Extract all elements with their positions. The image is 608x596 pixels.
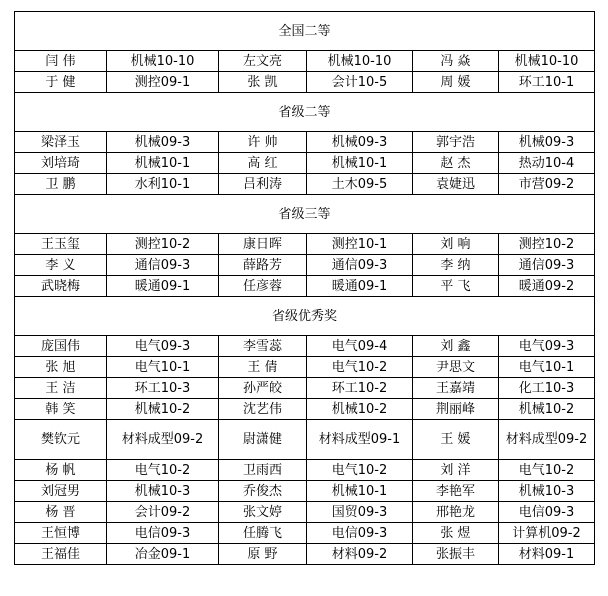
student-name-cell: 袁婕迅 [413, 174, 499, 195]
table-row [15, 420, 595, 460]
class-cell: 材料成型09-2 [107, 420, 219, 460]
table-row [15, 502, 595, 523]
student-name-cell: 王嘉靖 [413, 378, 499, 399]
class-cell: 计算机09-2 [499, 523, 595, 544]
student-name-cell: 庞国伟 [15, 336, 107, 357]
table-row [15, 255, 595, 276]
student-name-cell: 刘 响 [413, 234, 499, 255]
student-name-cell: 李 义 [15, 255, 107, 276]
class-cell: 机械10-10 [307, 51, 413, 72]
student-name-cell: 杨 晋 [15, 502, 107, 523]
student-name-cell: 任腾飞 [219, 523, 307, 544]
class-cell: 环工10-3 [107, 378, 219, 399]
student-name-cell: 张 旭 [15, 357, 107, 378]
section-title: 省级二等 [15, 93, 595, 132]
student-name-cell: 王 倩 [219, 357, 307, 378]
student-name-cell: 张振丰 [413, 544, 499, 565]
section-header-row [15, 297, 595, 336]
class-cell: 会计10-5 [307, 72, 413, 93]
class-cell: 机械10-1 [307, 481, 413, 502]
class-cell: 机械09-3 [107, 132, 219, 153]
table-row [15, 234, 595, 255]
student-name-cell: 康日晖 [219, 234, 307, 255]
class-cell: 会计09-2 [107, 502, 219, 523]
class-cell: 暖通09-1 [307, 276, 413, 297]
class-cell: 国贸09-3 [307, 502, 413, 523]
class-cell: 电气10-2 [107, 460, 219, 481]
student-name-cell: 刘冠男 [15, 481, 107, 502]
student-name-cell: 卫雨西 [219, 460, 307, 481]
student-name-cell: 王 洁 [15, 378, 107, 399]
table-row [15, 51, 595, 72]
student-name-cell: 李艳军 [413, 481, 499, 502]
student-name-cell: 刘培琦 [15, 153, 107, 174]
class-cell: 测控10-2 [499, 234, 595, 255]
class-cell: 机械10-3 [499, 481, 595, 502]
student-name-cell: 左文亮 [219, 51, 307, 72]
student-name-cell: 吕利涛 [219, 174, 307, 195]
class-cell: 测控09-1 [107, 72, 219, 93]
table-row [15, 481, 595, 502]
class-cell: 机械10-3 [107, 481, 219, 502]
student-name-cell: 邢艳龙 [413, 502, 499, 523]
class-cell: 测控10-2 [107, 234, 219, 255]
student-name-cell: 王 媛 [413, 420, 499, 460]
section-header-row [15, 93, 595, 132]
student-name-cell: 周 媛 [413, 72, 499, 93]
award-table-container [14, 11, 595, 565]
class-cell: 电气10-2 [307, 460, 413, 481]
student-name-cell: 卫 鹏 [15, 174, 107, 195]
student-name-cell: 冯 焱 [413, 51, 499, 72]
student-name-cell: 高 红 [219, 153, 307, 174]
class-cell: 测控10-1 [307, 234, 413, 255]
class-cell: 冶金09-1 [107, 544, 219, 565]
student-name-cell: 赵 杰 [413, 153, 499, 174]
student-name-cell: 闫 伟 [15, 51, 107, 72]
table-row [15, 72, 595, 93]
class-cell: 机械10-2 [499, 399, 595, 420]
class-cell: 环工10-2 [307, 378, 413, 399]
section-title: 省级三等 [15, 195, 595, 234]
student-name-cell: 李雪蕊 [219, 336, 307, 357]
class-cell: 材料成型09-1 [307, 420, 413, 460]
student-name-cell: 张 煜 [413, 523, 499, 544]
student-name-cell: 王福佳 [15, 544, 107, 565]
class-cell: 化工10-3 [499, 378, 595, 399]
student-name-cell: 王恒博 [15, 523, 107, 544]
class-cell: 机械09-3 [499, 132, 595, 153]
class-cell: 材料09-1 [499, 544, 595, 565]
table-row [15, 399, 595, 420]
student-name-cell: 沈艺伟 [219, 399, 307, 420]
class-cell: 环工10-1 [499, 72, 595, 93]
class-cell: 市营09-2 [499, 174, 595, 195]
student-name-cell: 郭宇浩 [413, 132, 499, 153]
section-title: 省级优秀奖 [15, 297, 595, 336]
class-cell: 机械10-10 [499, 51, 595, 72]
class-cell: 水利10-1 [107, 174, 219, 195]
student-name-cell: 梁泽玉 [15, 132, 107, 153]
student-name-cell: 王玉玺 [15, 234, 107, 255]
student-name-cell: 薛路芳 [219, 255, 307, 276]
student-name-cell: 荆丽峰 [413, 399, 499, 420]
class-cell: 电气09-3 [499, 336, 595, 357]
student-name-cell: 张文婷 [219, 502, 307, 523]
student-name-cell: 李 纳 [413, 255, 499, 276]
student-name-cell: 杨 帆 [15, 460, 107, 481]
student-name-cell: 平 飞 [413, 276, 499, 297]
class-cell: 机械10-1 [307, 153, 413, 174]
class-cell: 暖通09-1 [107, 276, 219, 297]
class-cell: 机械10-1 [107, 153, 219, 174]
class-cell: 电气10-2 [499, 460, 595, 481]
student-name-cell: 张 凯 [219, 72, 307, 93]
class-cell: 机械10-10 [107, 51, 219, 72]
table-row [15, 357, 595, 378]
class-cell: 电气10-1 [499, 357, 595, 378]
student-name-cell: 任彦蓉 [219, 276, 307, 297]
class-cell: 通信09-3 [499, 255, 595, 276]
class-cell: 热动10-4 [499, 153, 595, 174]
class-cell: 材料成型09-2 [499, 420, 595, 460]
table-row [15, 460, 595, 481]
student-name-cell: 韩 笑 [15, 399, 107, 420]
class-cell: 机械10-2 [307, 399, 413, 420]
table-row [15, 523, 595, 544]
student-name-cell: 尉潇健 [219, 420, 307, 460]
class-cell: 电气09-3 [107, 336, 219, 357]
class-cell: 通信09-3 [107, 255, 219, 276]
class-cell: 暖通09-2 [499, 276, 595, 297]
student-name-cell: 武晓梅 [15, 276, 107, 297]
table-row [15, 378, 595, 399]
class-cell: 土木09-5 [307, 174, 413, 195]
student-name-cell: 乔俊杰 [219, 481, 307, 502]
section-header-row [15, 195, 595, 234]
student-name-cell: 尹思文 [413, 357, 499, 378]
table-row [15, 336, 595, 357]
class-cell: 通信09-3 [307, 255, 413, 276]
class-cell: 材料09-2 [307, 544, 413, 565]
class-cell: 电信09-3 [499, 502, 595, 523]
student-name-cell: 樊钦元 [15, 420, 107, 460]
table-row [15, 174, 595, 195]
class-cell: 电气09-4 [307, 336, 413, 357]
student-name-cell: 于 健 [15, 72, 107, 93]
class-cell: 电气10-1 [107, 357, 219, 378]
student-name-cell: 刘 鑫 [413, 336, 499, 357]
class-cell: 机械09-3 [307, 132, 413, 153]
student-name-cell: 许 帅 [219, 132, 307, 153]
section-title: 全国二等 [15, 12, 595, 51]
table-row [15, 153, 595, 174]
class-cell: 电信09-3 [307, 523, 413, 544]
section-header-row [15, 12, 595, 51]
class-cell: 电信09-3 [107, 523, 219, 544]
class-cell: 机械10-2 [107, 399, 219, 420]
table-row [15, 132, 595, 153]
student-name-cell: 原 野 [219, 544, 307, 565]
student-name-cell: 孙严皎 [219, 378, 307, 399]
class-cell: 电气10-2 [307, 357, 413, 378]
table-row [15, 544, 595, 565]
award-table [14, 11, 595, 565]
student-name-cell: 刘 洋 [413, 460, 499, 481]
table-row [15, 276, 595, 297]
